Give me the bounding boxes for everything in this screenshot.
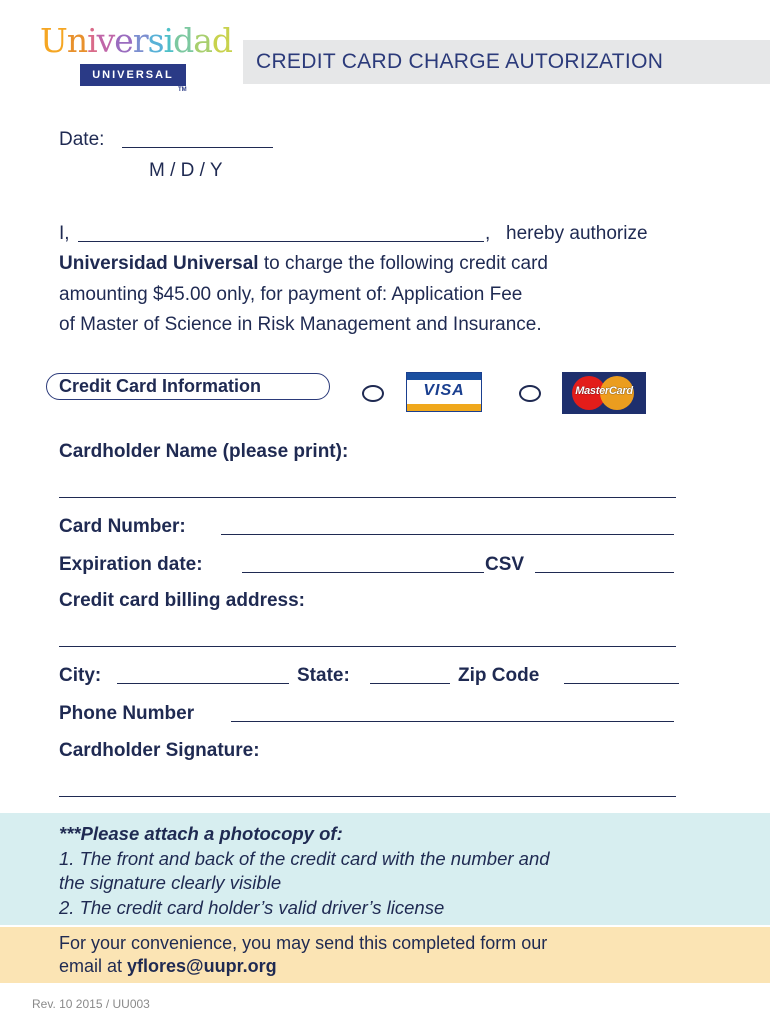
visa-logo bbox=[406, 372, 482, 412]
logo-letter: i bbox=[87, 21, 97, 60]
mastercard-logo bbox=[562, 372, 646, 414]
cardholder-signature-field[interactable] bbox=[59, 796, 676, 797]
expiration-date-label: Expiration date: bbox=[59, 554, 203, 575]
date-format-hint: M / D / Y bbox=[149, 160, 223, 181]
logo-letter: U bbox=[40, 21, 67, 60]
date-field[interactable] bbox=[122, 147, 273, 148]
visa-band-bottom bbox=[407, 404, 481, 411]
expiration-date-field[interactable] bbox=[242, 572, 484, 573]
mastercard-logo-text: MasterCard bbox=[575, 385, 633, 397]
auth-line-2-rest: to charge the following credit card bbox=[258, 253, 548, 274]
logo-letter: v bbox=[96, 21, 115, 60]
logo-letter: d bbox=[211, 21, 233, 60]
attachment-note-heading: ***Please attach a photocopy of: bbox=[59, 823, 343, 844]
auth-line-3: amounting $45.00 only, for payment of: Application Fee bbox=[59, 284, 523, 305]
cardholder-name-field[interactable] bbox=[59, 497, 676, 498]
csv-field[interactable] bbox=[535, 572, 674, 573]
visa-logo-text: VISA bbox=[423, 382, 465, 399]
logo-letter: e bbox=[114, 21, 133, 60]
authorizer-name-field[interactable] bbox=[78, 241, 484, 242]
date-label: Date: bbox=[59, 129, 105, 150]
email-prefix: email at bbox=[59, 956, 128, 976]
auth-comma: , bbox=[485, 223, 491, 244]
attachment-note bbox=[59, 822, 550, 920]
logo-letter: a bbox=[193, 21, 212, 60]
logo-letter: n bbox=[66, 21, 88, 60]
state-field[interactable] bbox=[370, 683, 450, 684]
billing-address-label: Credit card billing address: bbox=[59, 590, 305, 611]
card-number-label: Card Number: bbox=[59, 516, 186, 537]
auth-i-label: I, bbox=[59, 223, 70, 244]
logo-letter: i bbox=[163, 21, 174, 60]
state-label: State: bbox=[297, 665, 350, 686]
credit-card-info-heading: Credit Card Information bbox=[46, 373, 330, 400]
phone-number-field[interactable] bbox=[231, 721, 674, 722]
auth-line-2 bbox=[59, 253, 548, 275]
city-field[interactable] bbox=[117, 683, 289, 684]
logo-trademark: TM bbox=[178, 87, 187, 93]
phone-number-label: Phone Number bbox=[59, 703, 195, 724]
logo-letter: r bbox=[132, 21, 148, 60]
billing-address-field[interactable] bbox=[59, 646, 676, 647]
auth-hereby-text: hereby authorize bbox=[506, 223, 648, 244]
logo-letter: d bbox=[173, 21, 194, 60]
csv-label: CSV bbox=[485, 554, 525, 575]
org-name: Universidad Universal bbox=[59, 253, 259, 274]
logo-letter: s bbox=[147, 21, 164, 60]
logo-wordmark bbox=[40, 21, 233, 60]
cardholder-signature-label: Cardholder Signature: bbox=[59, 740, 260, 761]
visa-radio[interactable] bbox=[362, 385, 384, 402]
attachment-item-1a: 1. The front and back of the credit card with the number and bbox=[59, 847, 550, 869]
email-line-2 bbox=[59, 955, 547, 978]
revision-code: Rev. 10 2015 / UU003 bbox=[32, 997, 150, 1011]
email-note bbox=[59, 932, 547, 978]
zip-code-field[interactable] bbox=[564, 683, 679, 684]
email-line-1: For your convenience, you may send this completed form our bbox=[59, 933, 548, 953]
city-label: City: bbox=[59, 665, 102, 686]
card-number-field[interactable] bbox=[221, 534, 674, 535]
logo-subtitle: UNIVERSAL bbox=[80, 64, 186, 86]
attachment-item-1b: the signature clearly visible bbox=[59, 872, 282, 893]
zip-code-label: Zip Code bbox=[458, 665, 540, 686]
cardholder-name-label: Cardholder Name (please print): bbox=[59, 441, 349, 462]
mastercard-radio[interactable] bbox=[519, 385, 541, 402]
email-address-link[interactable]: yflores@uupr.org bbox=[127, 956, 277, 976]
auth-line-4: of Master of Science in Risk Management and Insurance. bbox=[59, 314, 542, 335]
form-title: CREDIT CARD CHARGE AUTORIZATION bbox=[243, 40, 770, 84]
visa-band-top bbox=[407, 373, 481, 380]
attachment-item-2: 2. The credit card holder’s valid driver’s license bbox=[59, 896, 445, 918]
